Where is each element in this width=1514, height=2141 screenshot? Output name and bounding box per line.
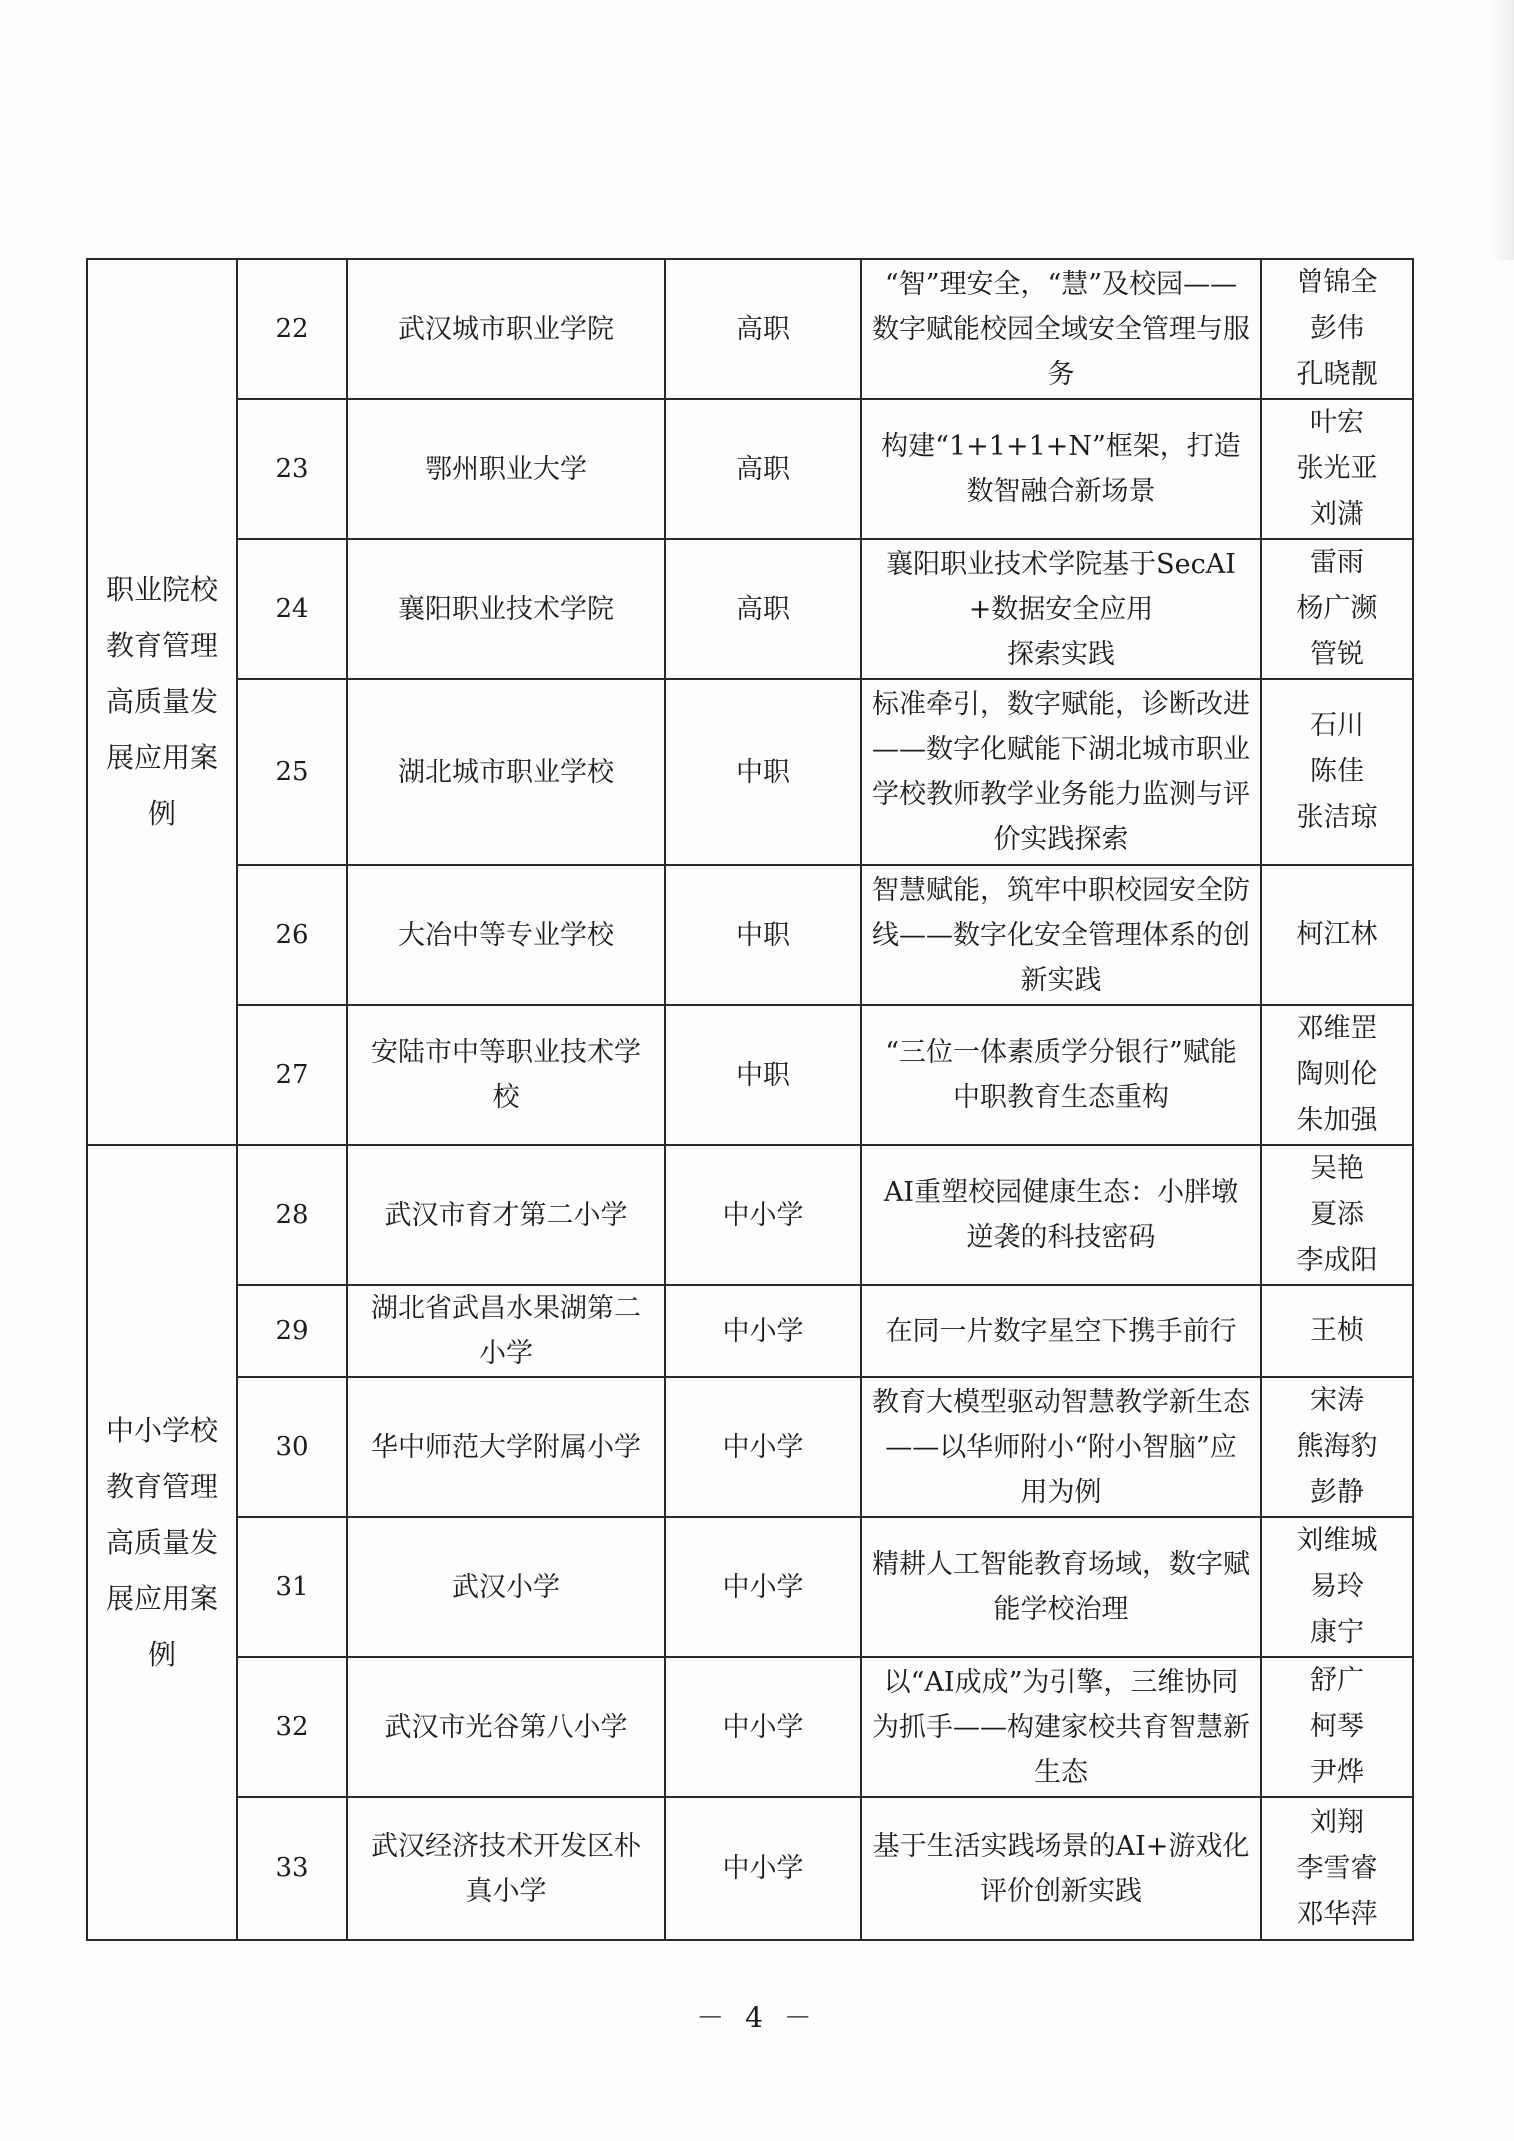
case-title-line: 探索实践 (1007, 638, 1115, 670)
author: 邓华萍 (1296, 1898, 1378, 1930)
row-number: 29 (237, 1285, 347, 1377)
row-number: 33 (237, 1797, 347, 1940)
row-number: 25 (237, 679, 347, 865)
author-list (1261, 1145, 1413, 1285)
case-title: 基于生活实践场景的AI+游戏化评价创新实践 (861, 1797, 1261, 1940)
case-title: 构建“1+1+1+N”框架，打造数智融合新场景 (861, 399, 1261, 539)
case-title-line: 襄阳职业技术学院基于SecAI+数据安全应用 (886, 548, 1236, 625)
school-level: 中小学 (665, 1657, 861, 1797)
case-title: 标准牵引，数字赋能，诊断改进——数字化赋能下湖北城市职业学校教师教学业务能力监测与评价实践探索 (861, 679, 1261, 865)
author: 王桢 (1310, 1315, 1364, 1346)
table-row (87, 1005, 1413, 1145)
table-row (87, 1797, 1413, 1940)
author-list (1261, 679, 1413, 865)
case-title: AI重塑校园健康生态：小胖墩逆袭的科技密码 (861, 1145, 1261, 1285)
school-level: 中职 (665, 1005, 861, 1145)
author: 石川 (1310, 710, 1364, 741)
school-level: 中职 (665, 679, 861, 865)
author: 孔晓靓 (1296, 359, 1378, 390)
school-level: 中小学 (665, 1517, 861, 1657)
school-name: 华中师范大学附属小学 (347, 1377, 665, 1517)
table-row (87, 1377, 1413, 1517)
school-level: 高职 (665, 539, 861, 679)
case-title: 智慧赋能，筑牢中职校园安全防线——数字化安全管理体系的创新实践 (861, 865, 1261, 1005)
row-number: 27 (237, 1005, 347, 1145)
row-number: 28 (237, 1145, 347, 1285)
school-name: 武汉小学 (347, 1517, 665, 1657)
author: 李成阳 (1296, 1245, 1378, 1276)
row-number: 22 (237, 259, 347, 399)
author: 彭静 (1310, 1477, 1364, 1508)
author-list (1261, 1517, 1413, 1657)
case-title: 在同一片数字星空下携手前行 (861, 1285, 1261, 1377)
author: 易玲 (1310, 1571, 1364, 1602)
row-number: 23 (237, 399, 347, 539)
table-row (87, 399, 1413, 539)
author: 雷雨 (1310, 547, 1364, 578)
author: 吴艳 (1310, 1153, 1364, 1184)
author: 宋涛 (1310, 1385, 1364, 1416)
author-list (1261, 539, 1413, 679)
case-title: 精耕人工智能教育场域，数字赋能学校治理 (861, 1517, 1261, 1657)
case-title: “智”理安全，“慧”及校园——数字赋能校园全域安全管理与服务 (861, 259, 1261, 399)
school-name: 湖北城市职业学校 (347, 679, 665, 865)
school-name: 大冶中等专业学校 (347, 865, 665, 1005)
author: 陈佳 (1310, 756, 1364, 787)
author-list (1261, 1797, 1413, 1940)
author: 叶宏 (1310, 407, 1364, 438)
author: 杨广濒 (1296, 593, 1378, 624)
author: 邓维罡 (1296, 1013, 1378, 1044)
category-cell-primary: 中小学校教育管理高质量发展应用案例 (87, 1145, 237, 1940)
author: 尹烨 (1310, 1757, 1364, 1788)
author: 刘潇 (1310, 499, 1364, 530)
case-title (861, 539, 1261, 679)
author: 柯琴 (1310, 1711, 1364, 1742)
author: 柯江林 (1296, 919, 1378, 950)
author: 舒广 (1310, 1665, 1364, 1696)
school-name: 襄阳职业技术学院 (347, 539, 665, 679)
author-list (1261, 259, 1413, 399)
author: 陶则伦 (1296, 1059, 1378, 1090)
row-number: 31 (237, 1517, 347, 1657)
school-level: 中小学 (665, 1797, 861, 1940)
school-level: 高职 (665, 259, 861, 399)
author-list (1261, 865, 1413, 1005)
school-level: 中小学 (665, 1377, 861, 1517)
author: 张洁琼 (1296, 802, 1378, 833)
row-number: 24 (237, 539, 347, 679)
author: 朱加强 (1296, 1105, 1378, 1136)
author: 张光亚 (1296, 453, 1378, 484)
table-row (87, 865, 1413, 1005)
author: 康宁 (1310, 1617, 1364, 1648)
author: 夏添 (1310, 1199, 1364, 1230)
school-name: 武汉经济技术开发区朴真小学 (347, 1797, 665, 1940)
case-title: 以“AI成成”为引擎，三维协同为抓手——构建家校共育智慧新生态 (861, 1657, 1261, 1797)
school-level: 中小学 (665, 1285, 861, 1377)
row-number: 32 (237, 1657, 347, 1797)
author-list (1261, 1377, 1413, 1517)
author: 熊海豹 (1296, 1431, 1378, 1462)
table-row (87, 1517, 1413, 1657)
category-cell-vocational: 职业院校教育管理高质量发展应用案例 (87, 259, 237, 1145)
author-list (1261, 1005, 1413, 1145)
case-table (86, 258, 1414, 1941)
row-number: 26 (237, 865, 347, 1005)
school-name: 武汉市育才第二小学 (347, 1145, 665, 1285)
school-name: 鄂州职业大学 (347, 399, 665, 539)
table-row (87, 1285, 1413, 1377)
author: 彭伟 (1310, 313, 1364, 344)
author: 管锐 (1310, 639, 1364, 670)
school-level: 中小学 (665, 1145, 861, 1285)
author: 曾锦全 (1296, 267, 1378, 298)
school-level: 中职 (665, 865, 861, 1005)
case-title: 教育大模型驱动智慧教学新生态——以华师附小“附小智脑”应用为例 (861, 1377, 1261, 1517)
author-list (1261, 399, 1413, 539)
author: 刘维城 (1296, 1525, 1378, 1556)
school-name: 湖北省武昌水果湖第二小学 (347, 1285, 665, 1377)
author-list (1261, 1657, 1413, 1797)
table-row (87, 259, 1413, 399)
table-row (87, 1145, 1413, 1285)
table-row (87, 1657, 1413, 1797)
author: 李雪睿 (1296, 1852, 1378, 1884)
school-name: 武汉城市职业学院 (347, 259, 665, 399)
scan-edge-shadow (1492, 0, 1514, 260)
school-name: 武汉市光谷第八小学 (347, 1657, 665, 1797)
school-name: 安陆市中等职业技术学校 (347, 1005, 665, 1145)
page-number: － 4 － (696, 2001, 818, 2034)
table-row (87, 539, 1413, 679)
row-number: 30 (237, 1377, 347, 1517)
case-title: “三位一体素质学分银行”赋能中职教育生态重构 (861, 1005, 1261, 1145)
author-list (1261, 1285, 1413, 1377)
table-row (87, 679, 1413, 865)
school-level: 高职 (665, 399, 861, 539)
author: 刘翔 (1310, 1806, 1364, 1838)
